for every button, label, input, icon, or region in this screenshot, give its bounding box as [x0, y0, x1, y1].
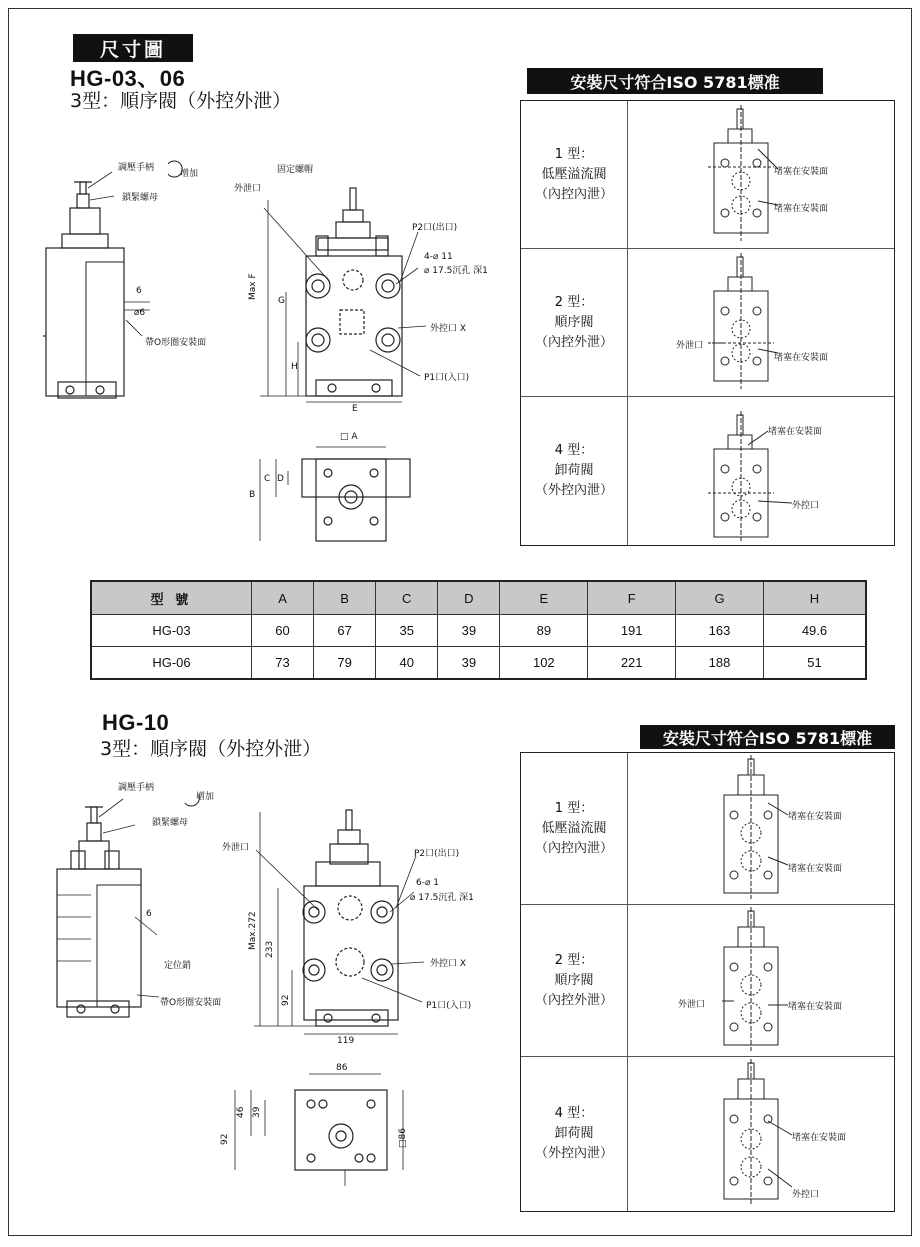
table-header-cell: E: [500, 581, 588, 615]
s1-locknut-label: 鎖緊螺母: [122, 193, 159, 203]
s2-pin-label: 定位銷: [164, 961, 192, 971]
section1-side-view: [40, 150, 250, 410]
table-cell: 40: [376, 647, 438, 680]
section1-model-title: HG-03、06: [70, 66, 186, 91]
table-cell: 163: [676, 615, 764, 647]
iso-row-type4: [521, 397, 894, 545]
table-cell: 221: [588, 647, 676, 680]
s1-phi6-label: ⌀6: [134, 308, 146, 318]
table-header-cell: F: [588, 581, 676, 615]
s2-39-label: 39: [252, 1106, 262, 1118]
iso-type1-line3: （內控內泄）: [534, 840, 613, 856]
iso-type2-label: [521, 905, 628, 1056]
iso-row-type4: [521, 1057, 894, 1211]
table-cell: 39: [438, 647, 500, 680]
table-cell: 60: [251, 615, 313, 647]
iso-type4-label: [521, 1057, 628, 1211]
iso-type4-note2: 外控口: [792, 501, 820, 511]
table-cell: 89: [500, 615, 588, 647]
iso-type2-label: [521, 249, 628, 396]
iso-type1-line1: 1 型：: [554, 146, 594, 162]
s1-drain-label: 外泄口: [234, 184, 262, 194]
table-header-cell: D: [438, 581, 500, 615]
iso-type1-valve-drawing: [628, 753, 896, 903]
s1-holes2-label: ⌀ 17.5沉孔 深1: [424, 266, 488, 276]
dimension-badge: [73, 34, 193, 62]
iso-type1-line2: 低壓溢流閥: [541, 166, 607, 182]
iso-type4-line2: 卸荷閥: [554, 463, 594, 478]
s2-holes2-label: ⌀ 17.5沉孔 深1: [410, 893, 474, 903]
s2-233-label: 233: [265, 940, 275, 958]
iso-type4-line1: 4 型：: [554, 443, 594, 458]
section2-front-view: [220, 800, 490, 1050]
s2-92-label: 92: [281, 994, 291, 1006]
iso-panel-1: [520, 100, 895, 546]
s1-dim6-label: 6: [136, 286, 142, 296]
s2-86top-label: 86: [336, 1063, 348, 1073]
iso-type2-note1: 外泄口: [678, 1000, 706, 1010]
s1-increase-label: 增加: [180, 169, 199, 179]
s1-oring-label: 帶O形圈安裝面: [145, 338, 207, 348]
iso-type4-line2: 卸荷閥: [554, 1126, 594, 1141]
iso-type1-line3: （內控內泄）: [534, 186, 613, 202]
iso-type4-label: [521, 397, 628, 545]
iso-header-1-text: 安裝尺寸符合ISO 5781標准: [570, 72, 780, 92]
iso-type4-line1: 4 型：: [554, 1106, 594, 1121]
table-row: [91, 615, 866, 647]
iso-type2-line2: 順序閥: [554, 972, 594, 988]
table-cell: 102: [500, 647, 588, 680]
iso-row-type2: [521, 905, 894, 1057]
table-header-cell: H: [763, 581, 866, 615]
iso-header-1: [527, 68, 823, 94]
table-cell: 79: [314, 647, 376, 680]
iso-type1-label: [521, 753, 628, 904]
table-header-row: [91, 581, 866, 615]
section1-base-view: [250, 435, 420, 555]
table-cell: 35: [376, 615, 438, 647]
s2-46-label: 46: [236, 1106, 246, 1118]
s1-h-label: H: [291, 362, 298, 372]
dimension-table: [90, 580, 867, 680]
s1-p1-label: P1口(入口): [424, 373, 470, 383]
s1-holes1-label: 4-⌀ 11: [424, 252, 453, 262]
s1-g-label: G: [278, 296, 285, 306]
s1-c-label: C: [264, 474, 271, 484]
table-cell: 49.6: [763, 615, 866, 647]
table-cell: 67: [314, 615, 376, 647]
iso-type4-note1: 堵塞在安裝面: [768, 427, 823, 437]
s2-86side-label: □86: [398, 1128, 408, 1148]
s2-119-label: 119: [337, 1036, 355, 1046]
iso-type1-label: [521, 101, 628, 248]
table-row: [91, 647, 866, 680]
s2-pilot-label: 外控口 X: [430, 959, 467, 969]
iso-type1-figure: [628, 753, 894, 904]
iso-type2-note1: 外泄口: [676, 341, 704, 351]
section2-subtitle: 3型：順序閥（外控外泄）: [100, 738, 322, 760]
iso-type4-valve-drawing: [628, 1057, 896, 1209]
s1-b-label: B: [249, 490, 256, 500]
s2-increase-label: 增加: [196, 792, 215, 802]
iso-panel-2: [520, 752, 895, 1212]
table-cell: 191: [588, 615, 676, 647]
iso-header-2: [640, 725, 895, 749]
iso-type2-valve-drawing: [628, 249, 896, 395]
table-cell: 39: [438, 615, 500, 647]
s2-92-base-label: 92: [220, 1133, 230, 1145]
table-cell: HG-06: [91, 647, 251, 680]
iso-type2-line2: 順序閥: [554, 314, 594, 330]
s2-handle-label: 調壓手柄: [118, 783, 155, 793]
iso-row-type2: [521, 249, 894, 397]
iso-header-2-text: 安裝尺寸符合ISO 5781標准: [662, 728, 873, 748]
iso-type4-valve-drawing: [628, 397, 896, 543]
s1-a-label: □ A: [340, 432, 358, 442]
s1-e-label: E: [352, 404, 358, 414]
s2-max-label: Max.272: [248, 911, 258, 950]
iso-row-type1: [521, 101, 894, 249]
s2-locknut-label: 鎖緊螺母: [152, 818, 189, 828]
iso-type2-valve-drawing: [628, 905, 896, 1055]
table-cell: 188: [676, 647, 764, 680]
s1-p2-label: P2口(出口): [412, 223, 458, 233]
s1-maxf-label: Max F: [248, 273, 258, 300]
iso-type1-line2: 低壓溢流閥: [541, 820, 607, 836]
section1-subtitle: 3型：順序閥（外控外泄）: [70, 90, 292, 112]
iso-type4-figure: [628, 1057, 894, 1211]
section2-base-view: [225, 1060, 425, 1190]
table-header-cell: 型 號: [91, 581, 251, 615]
iso-type1-note2: 堵塞在安裝面: [788, 864, 843, 874]
s1-fixing-screw-label: 固定螺帽: [277, 165, 314, 175]
iso-type4-line3: （外控內泄）: [534, 1146, 613, 1161]
table-header-cell: B: [314, 581, 376, 615]
iso-type2-line1: 2 型：: [554, 952, 594, 968]
s2-drain-label: 外泄口: [222, 843, 250, 853]
iso-type4-figure: [628, 397, 894, 545]
iso-row-type1: [521, 753, 894, 905]
iso-type1-valve-drawing: [628, 101, 896, 247]
iso-type4-note1: 堵塞在安裝面: [792, 1133, 847, 1143]
s2-holes1-label: 6-⌀ 1: [416, 878, 439, 888]
iso-type2-line3: （內控外泄）: [534, 992, 613, 1008]
s2-dim6-label: 6: [146, 909, 152, 919]
iso-type2-note2: 堵塞在安裝面: [788, 1002, 843, 1012]
table-header-cell: C: [376, 581, 438, 615]
section2-model-title: HG-10: [102, 710, 170, 735]
iso-type1-figure: [628, 101, 894, 248]
iso-type2-line3: （內控外泄）: [534, 334, 613, 350]
iso-type2-note2: 堵塞在安裝面: [774, 353, 829, 363]
s1-handle-label: 調壓手柄: [118, 163, 155, 173]
iso-type2-line1: 2 型：: [554, 294, 594, 310]
table-cell: 51: [763, 647, 866, 680]
s2-oring-label: 帶O形圈安裝面: [160, 998, 222, 1008]
dimension-badge-text: 尺寸圖: [99, 38, 166, 61]
table-header-cell: A: [251, 581, 313, 615]
iso-type2-figure: [628, 249, 894, 396]
s1-d-label: D: [277, 474, 284, 484]
table-cell: HG-03: [91, 615, 251, 647]
s2-p2-label: P2口(出口): [414, 849, 460, 859]
s1-pilot-label: 外控口 X: [430, 324, 467, 334]
iso-type4-note2: 外控口: [792, 1190, 820, 1200]
iso-type1-note1: 堵塞在安裝面: [788, 812, 843, 822]
table-header-cell: G: [676, 581, 764, 615]
table-cell: 73: [251, 647, 313, 680]
s2-p1-label: P1口(入口): [426, 1001, 472, 1011]
iso-type1-line1: 1 型：: [554, 800, 594, 816]
iso-type1-note1: 堵塞在安裝面: [774, 167, 829, 177]
iso-type4-line3: （外控內泄）: [534, 483, 613, 498]
iso-type2-figure: [628, 905, 894, 1056]
iso-type1-note2: 堵塞在安裝面: [774, 204, 829, 214]
